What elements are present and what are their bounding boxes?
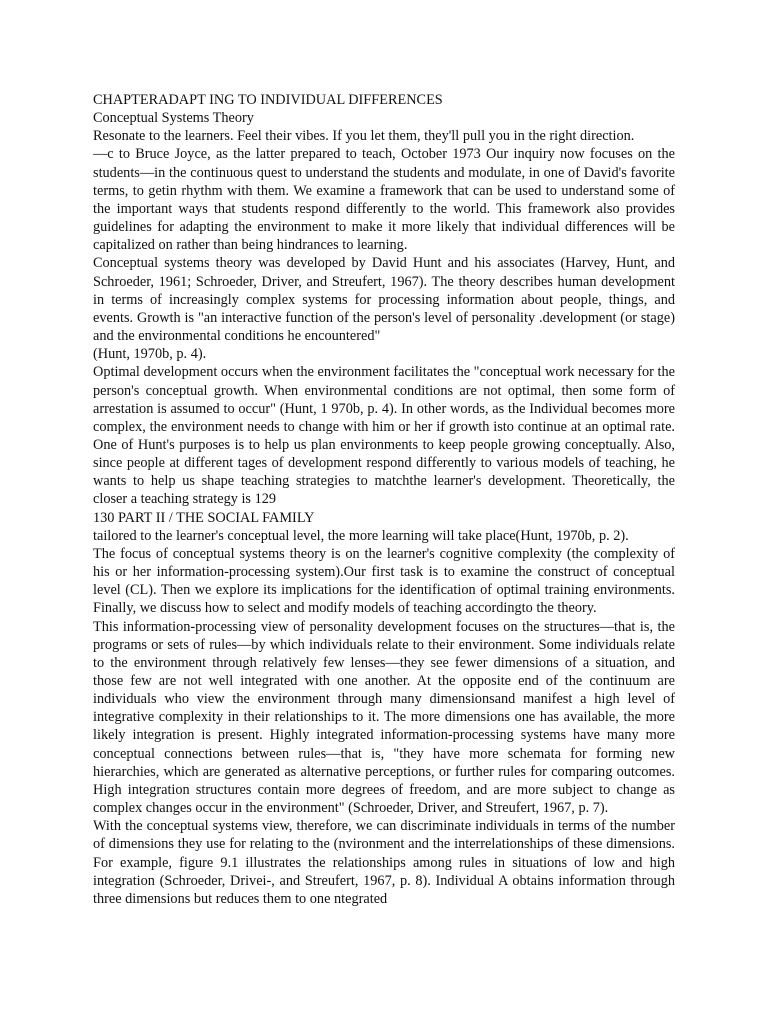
section-heading: Conceptual Systems Theory <box>93 110 254 127</box>
chapter-title: CHAPTERADAPT ING TO INDIVIDUAL DIFFERENCES <box>93 92 443 108</box>
citation-line: (Hunt, 1970b, p. 4). <box>93 346 207 363</box>
paragraph-optimal-development: Optimal development occurs when the environment facilitates the "conceptual work necessary for the person's conceptual growth. When environmental conditions are not optimal, then some form of arrestation is assumed to occur" (Hunt, 1 970b, p. 4). In other words, as the Individual becomes more complex, the environment needs to change with him or her if growth isto continue at an optimal rate. One of Hunt's purposes is to help us plan environments to keep people growing conceptually. Also, since people at different tages of development respond differently to various models of teaching, he wants to help us shape teaching strategies to matchthe learner's development. Theoretically, the closer a teaching strategy is 129 <box>93 364 675 508</box>
paragraph-intro: —c to Bruce Joyce, as the latter prepared to teach, October 1973 Our inquiry now focuses on the students—in the continuous quest to understand the students and modulate, in one of David's favorite terms, to getin rhythm with them. We examine a framework that can be used to understand some of the important ways that students respond differently to the world. This framework also provides guidelines for adapting the environment to make it more likely that individual differences will be capitalized on rather than being hindrances to learning. <box>93 146 675 254</box>
epigraph-quote: Resonate to the learners. Feel their vibes. If you let them, they'll pull you in the right direction. <box>93 128 635 145</box>
page-header: 130 PART II / THE SOCIAL FAMILY <box>93 509 315 526</box>
paragraph-conceptual-view: With the conceptual systems view, therefore, we can discriminate individuals in terms of the number of dimensions they use for relating to the (nvironment and the interrelationships of these dimensions. For example, figure 9.1 illustrates the relationships among rules in situations of low and high integration (Schroeder, Drivei-, and Streufert, 1967, p. 8). Individual A obtains information through three dimensions but reduces them to one ntegrated <box>93 818 675 907</box>
paragraph-theory-origin: Conceptual systems theory was developed by David Hunt and his associates (Harvey, Hunt, and Schroeder, 1961; Schroeder, Driver, and Streufert, 1967). The theory describes human development in terms of increasingly complex systems for processing information about people, things, and events. Growth is "an interactive function of the person's level of personality .development (or stage) and the environmental conditions he encountered" <box>93 255 675 345</box>
paragraph-focus: The focus of conceptual systems theory is on the learner's cognitive complexity (the complexity of his or her information-processing system).Our first task is to examine the construct of conceptual level (CL). Then we explore its implications for the identification of optimal training environments. Finally, we discuss how to select and modify models of teaching accordingto the theory. <box>93 545 675 617</box>
paragraph-continuation: tailored to the learner's conceptual level, the more learning will take place(Hunt, 1970b, p. 2). <box>93 527 629 544</box>
paragraph-information-processing: This information-processing view of personality development focuses on the structures—that is, the programs or sets of rules—by which individuals relate to their environment. Some individuals relate to the environment through relatively few lenses—they see fewer dimensions of a situation, and those few are not well integrated with one another. At the opposite end of the continuum are individuals who view the environment through many dimensionsand manifest a high level of integrative complexity in their relationships to it. The more dimensions one has available, the more likely integration is present. Highly integrated information-processing systems have many more conceptual connections between rules—that is, "they have more schemata for forming new hierarchies, which are generated as alternative perceptions, or further rules for comparing outcomes. High integration structures contain more degrees of freedom, and are more subject to change as complex changes occur in the environment" (Schroeder, Driver, and Streufert, 1967, p. 7). <box>93 618 675 817</box>
document-page <box>93 91 675 908</box>
